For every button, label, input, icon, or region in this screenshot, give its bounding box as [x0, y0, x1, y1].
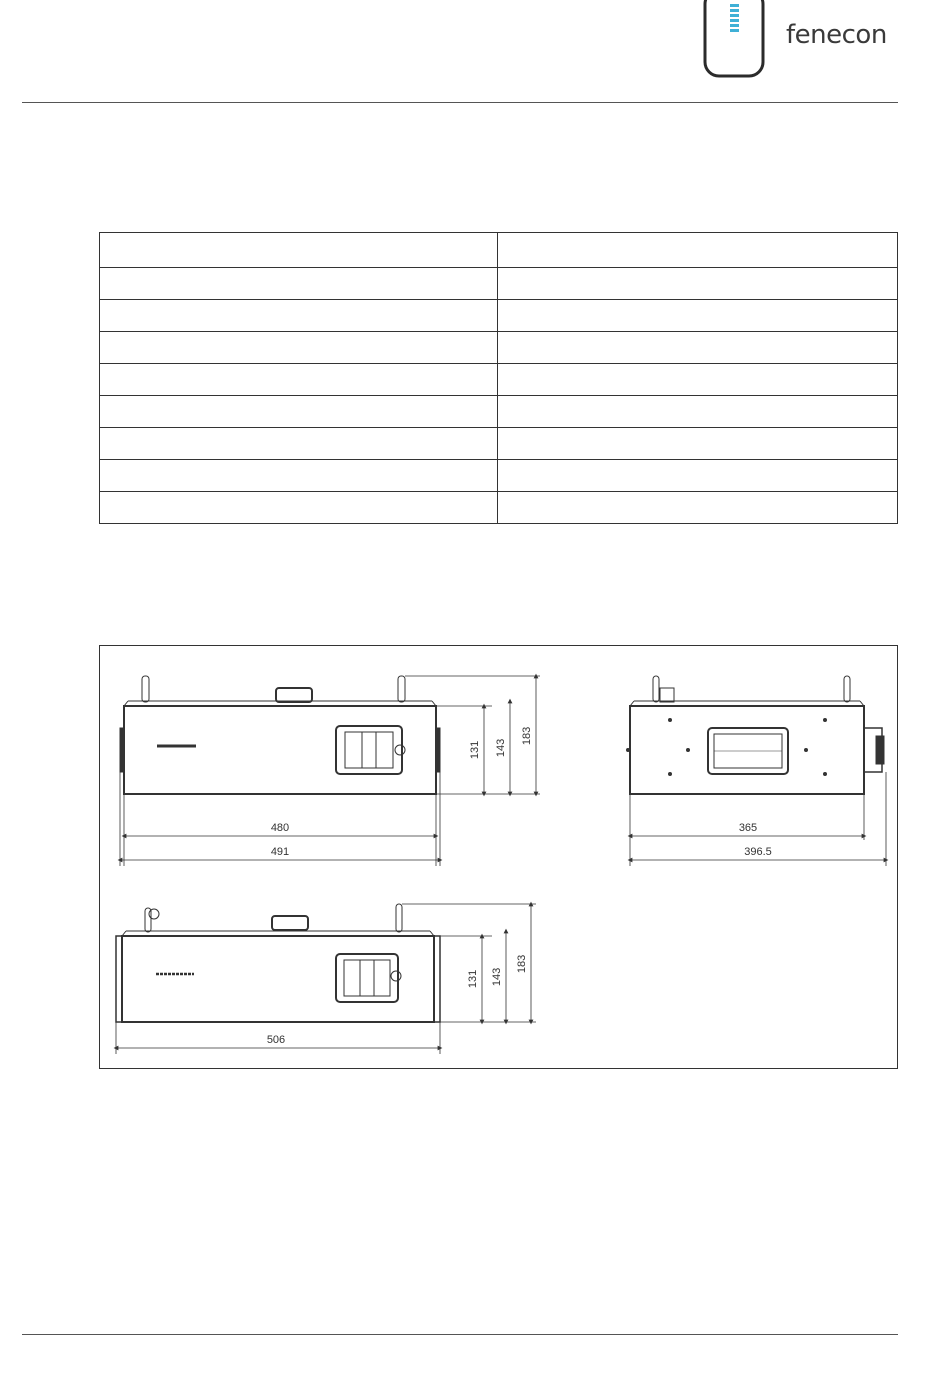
header-rule: [22, 102, 898, 103]
table-cell-value: [498, 460, 898, 492]
dim-front-width-outer: 491: [270, 846, 290, 858]
dim-front-height-3: 183: [521, 726, 533, 746]
table-cell-value: [498, 332, 898, 364]
table-cell-label: [100, 332, 498, 364]
table-row: [100, 268, 898, 300]
dim-variant-width: 506: [266, 1034, 286, 1046]
dim-front-width-inner: 480: [270, 822, 290, 834]
side-view: [626, 676, 886, 866]
table-row: [100, 428, 898, 460]
dim-front-height-2: 143: [495, 738, 507, 758]
table-cell-value: [498, 233, 898, 268]
table-row: [100, 364, 898, 396]
brand-name: fenecon: [786, 20, 887, 50]
battery-logo-icon: [700, 0, 780, 82]
table-row: [100, 492, 898, 524]
dim-variant-height-1: 131: [467, 969, 479, 989]
table-cell-value: [498, 364, 898, 396]
table-cell-label: [100, 396, 498, 428]
front-view: [120, 676, 540, 866]
dim-side-depth-inner: 365: [738, 822, 758, 834]
table-cell-label: [100, 428, 498, 460]
dim-variant-height-2: 143: [491, 967, 503, 987]
table-cell-label: [100, 300, 498, 332]
table-cell-label: [100, 364, 498, 396]
table-cell-value: [498, 428, 898, 460]
table-row: [100, 233, 898, 268]
dim-front-height-1: 131: [469, 740, 481, 760]
footer-rule: [22, 1334, 898, 1335]
table-cell-value: [498, 492, 898, 524]
dim-variant-height-3: 183: [516, 954, 528, 974]
table-cell-value: [498, 396, 898, 428]
table-cell-value: [498, 300, 898, 332]
table-cell-label: [100, 492, 498, 524]
table-row: [100, 460, 898, 492]
dim-side-depth-outer: 396.5: [744, 846, 772, 858]
brand-logo: [700, 0, 900, 82]
table-cell-label: [100, 233, 498, 268]
table-row: [100, 300, 898, 332]
table-cell-label: [100, 460, 498, 492]
spec-table: [99, 232, 898, 524]
dimension-drawing: [99, 645, 898, 1069]
table-row: [100, 396, 898, 428]
dimension-drawing-svg: [100, 646, 897, 1068]
table-cell-value: [498, 268, 898, 300]
table-row: [100, 332, 898, 364]
table-cell-label: [100, 268, 498, 300]
